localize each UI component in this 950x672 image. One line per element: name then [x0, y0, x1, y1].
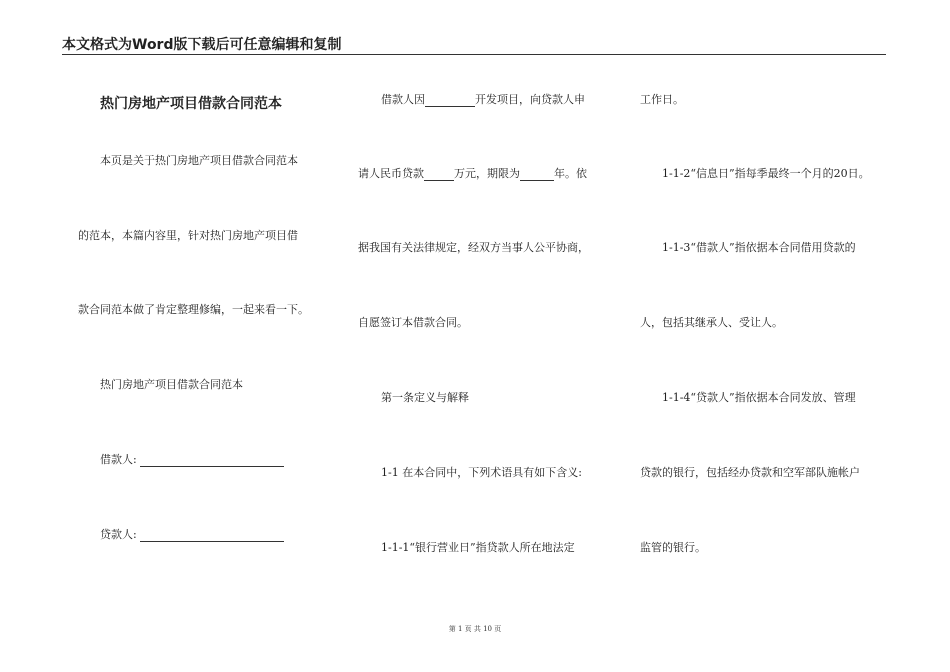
paragraph-line: 热门房地产项目借款合同范本 [100, 378, 243, 391]
paragraph-line: 1-1-2“信息日”指每季最终一个月的20日。 [662, 167, 870, 180]
paragraph-line: 据我国有关法律规定，经双方当事人公平协商， [358, 241, 589, 254]
paragraph-line: 监管的银行。 [640, 541, 706, 554]
paragraph-line [381, 93, 585, 107]
page-number: 第 1 页 共 10 页 [448, 625, 502, 633]
document-header [62, 34, 886, 55]
lender-label: 贷款人: [100, 528, 137, 541]
amount-blank [424, 168, 454, 181]
term-blank [520, 168, 554, 181]
text-segment: 请人民币贷款 [358, 167, 424, 180]
borrower-blank [140, 454, 284, 467]
paragraph-line: 1-1-3“借款人”指依据本合同借用贷款的 [662, 241, 856, 254]
lender-blank [140, 529, 284, 542]
document-title: 热门房地产项目借款合同范本 [100, 96, 282, 112]
project-blank [425, 94, 475, 107]
header-text: 本文格式为Word版下载后可任意编辑和复制 [62, 37, 342, 53]
paragraph-line: 的范本，本篇内容里，针对热门房地产项目借 [78, 229, 298, 242]
paragraph-line: 1-1-4“贷款人”指依据本合同发放、管理 [662, 391, 856, 404]
text-segment: 开发项目，向贷款人申 [475, 93, 585, 106]
paragraph-line: 工作日。 [640, 93, 684, 106]
borrower-field [100, 453, 284, 467]
text-segment: 借款人因 [381, 93, 425, 106]
paragraph-line [358, 167, 587, 181]
paragraph-line: 贷款的银行，包括经办贷款和空军部队施帐户 [640, 466, 860, 479]
text-segment: 万元，期限为 [454, 167, 520, 180]
borrower-label: 借款人: [100, 453, 137, 466]
paragraph-line: 人，包括其继承人、受让人。 [640, 316, 783, 329]
paragraph-line: 1-1 在本合同中，下列术语具有如下含义: [381, 466, 582, 479]
paragraph-line: 自愿签订本借款合同。 [358, 316, 468, 329]
section-heading: 第一条定义与解释 [381, 391, 469, 404]
paragraph-line: 款合同范本做了肯定整理修编，一起来看一下。 [78, 303, 309, 316]
paragraph-line: 本页是关于热门房地产项目借款合同范本 [100, 154, 298, 167]
text-segment: 年。依 [554, 167, 587, 180]
paragraph-line: 1-1-1“银行营业日”指贷款人所在地法定 [381, 541, 575, 554]
lender-field [100, 528, 284, 542]
